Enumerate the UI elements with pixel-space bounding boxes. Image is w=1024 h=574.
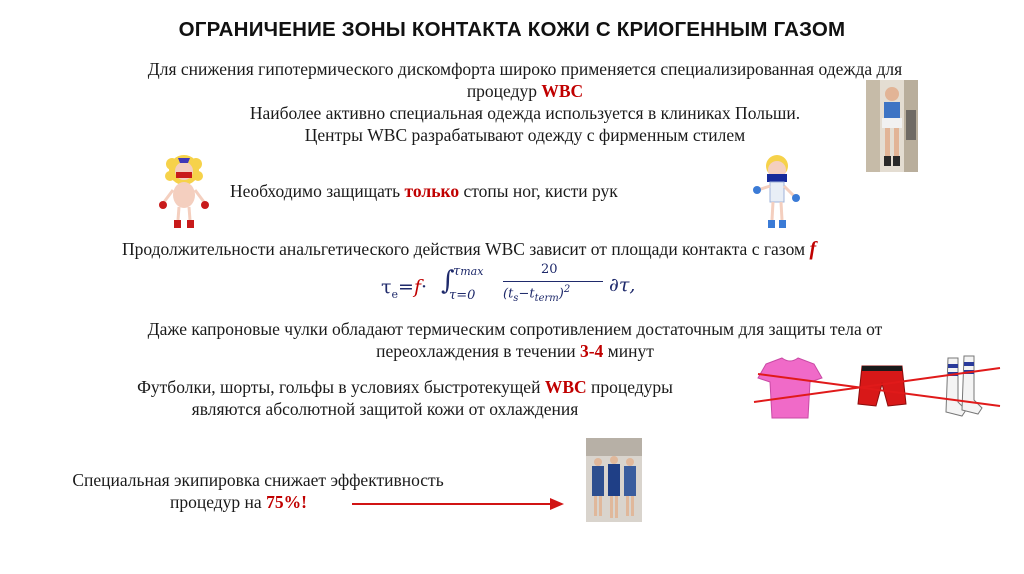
wbc-highlight: WBC xyxy=(541,81,584,101)
only-highlight: только xyxy=(404,181,460,201)
intro-line-4: Центры WBC разрабатывают одежду с фирменным стилем xyxy=(304,125,746,145)
clinic-photo xyxy=(866,80,918,172)
integral-lower: τ=0 xyxy=(449,288,476,303)
group-photo xyxy=(586,438,642,522)
tshirt-icon xyxy=(758,358,822,418)
socks-icon xyxy=(946,356,982,416)
efficiency-value: 75%! xyxy=(266,492,307,512)
integral-sign: ∫ xyxy=(441,266,455,296)
efficiency-text: Специальная экипировка снижает эффективность процедур на 75%! xyxy=(72,470,444,512)
stockings-text: Даже капроновые чулки обладают термическим сопротивлением достаточным для защиты тела от переохлаждения в течении 3-4 минут xyxy=(147,319,883,361)
fraction-bar xyxy=(503,281,603,282)
intro-line-3: Наиболее активно специальная одежда используется в клиниках Польши. xyxy=(249,103,801,123)
clothes-text: Футболки, шорты, гольфы в условиях быстротекущей WBC процедуры являются абсолютной защитой кожи от охлаждения xyxy=(137,377,673,419)
formula-tail: ∂τ, xyxy=(609,274,636,296)
page-title: ОГРАНИЧЕНИЕ ЗОНЫ КОНТАКТА КОЖИ С КРИОГЕННЫМ ГАЗОМ xyxy=(178,18,846,41)
integral-upper: τmax xyxy=(453,264,484,279)
wbc-highlight-2: WBC xyxy=(544,377,587,397)
arrow-icon xyxy=(352,494,566,514)
duration-text: Продолжительности анальгетического действия WBC зависит от площади контакта с газом f xyxy=(122,238,817,260)
girl-figure-icon xyxy=(154,150,214,230)
clothing-crossed-out xyxy=(752,352,1002,424)
protect-text: Необходимо защищать только стопы ног, кисти рук xyxy=(230,181,618,201)
intro-line-2: процедур WBC xyxy=(466,81,584,101)
intro-line-1: Для снижения гипотермического дискомфорта широко применяется специализированная одежда для xyxy=(147,59,903,79)
fraction-numerator: 20 xyxy=(541,262,558,277)
boy-figure-icon xyxy=(750,150,804,234)
minutes-value: 3-4 xyxy=(579,341,604,361)
f-symbol: f xyxy=(809,238,817,260)
formula: $\tau_e=f\cdot$ ∫ τmax τ=0 20 $(t_s-t_{term})^2$ ∂τ, xyxy=(381,262,636,304)
fraction-denominator: $(t_s-t_{term})^2$ xyxy=(503,284,571,304)
